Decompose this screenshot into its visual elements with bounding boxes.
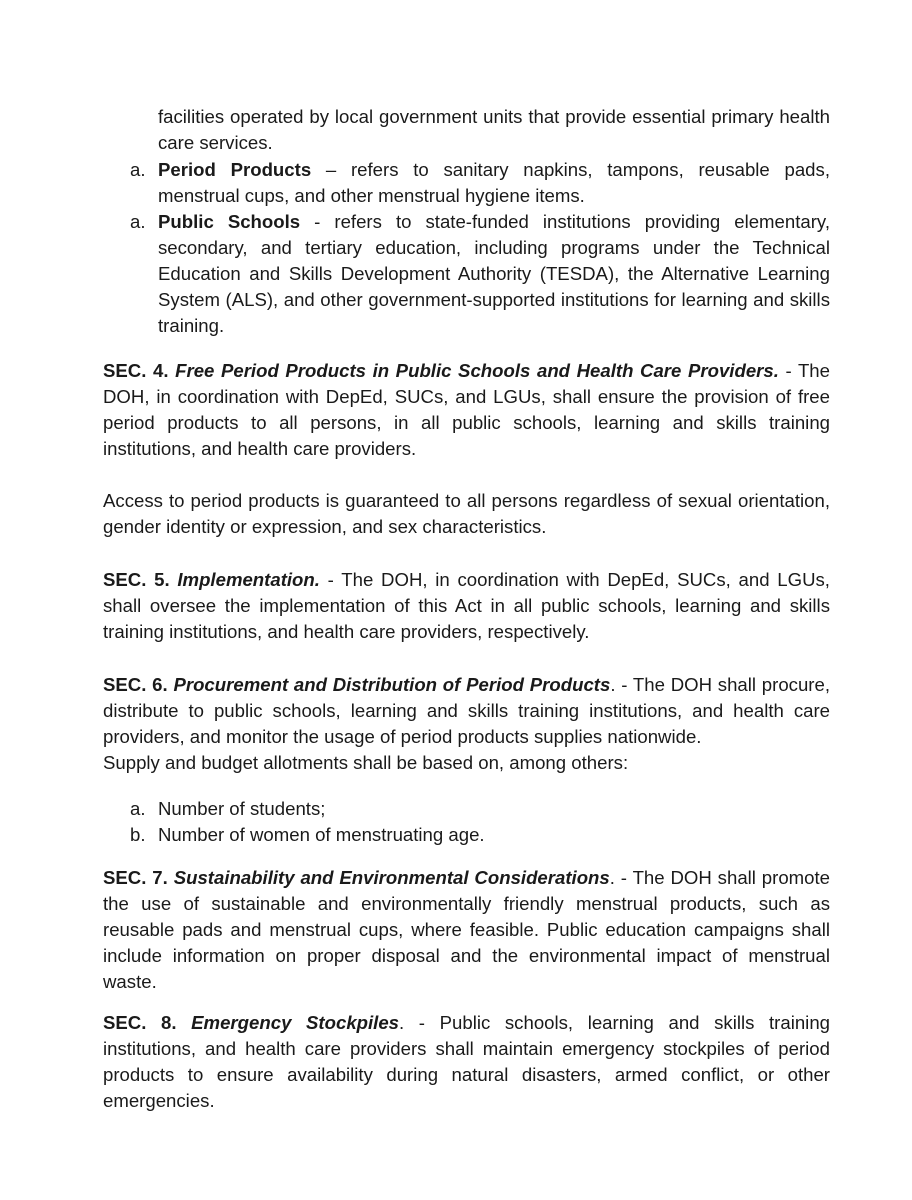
section-body: The DOH, in coordination with DepEd, SUCs, and LGUs, shall oversee the implementation of this Act in all public schools, learning and skills training institutions, and health care providers, respectively. <box>103 569 830 642</box>
definition-item-period-products <box>130 157 830 209</box>
section-number: SEC. 7. <box>103 867 168 888</box>
section-separator: - <box>778 360 798 381</box>
section-body: The DOH shall promote the use of sustainable and environmentally friendly menstrual products, such as reusable pads and menstrual cups, where feasible. Public education campaigns shall include information on proper disposal and the environmental impact of menstrual waste. <box>103 867 831 992</box>
section-body: The DOH shall procure, distribute to public schools, learning and skills training institutions, and health care providers, and monitor the usage of period products supplies nationwide. <box>103 674 830 747</box>
definition-text: refers to sanitary napkins, tampons, reusable pads, menstrual cups, and other menstrual hygiene items. <box>158 159 830 206</box>
section-6-paragraph-2: Supply and budget allotments shall be based on, among others: <box>103 752 629 773</box>
section-body: The DOH, in coordination with DepEd, SUCs, and LGUs, shall ensure the provision of free period products to all persons, in all public schools, learning and skills training institutions, and health care providers. <box>103 360 830 459</box>
section-title: Implementation. <box>177 569 320 590</box>
definition-continuation: facilities operated by local government units that provide essential primary health care services. <box>158 106 830 153</box>
definition-separator: – <box>311 159 351 180</box>
definition-term: Public Schools <box>158 211 301 232</box>
definition-term: Period Products <box>158 159 312 180</box>
section-title: Sustainability and Environmental Considerations <box>173 867 610 888</box>
section-title: Free Period Products in Public Schools and Health Care Providers. <box>175 360 779 381</box>
section-number: SEC. 4. <box>103 360 169 381</box>
definition-item-public-schools <box>130 209 830 339</box>
section-8 <box>103 1010 830 1114</box>
list-marker: a. <box>130 798 146 819</box>
section-4 <box>103 358 830 462</box>
list-marker: a. <box>130 211 146 232</box>
section-body: Public schools, learning and skills training institutions, and health care providers shall maintain emergency stockpiles of period products to ensure availability during natural disasters, armed conflict, or other emergencies. <box>103 1012 830 1111</box>
list-item-text: Number of students; <box>158 798 326 819</box>
section-7 <box>103 865 830 995</box>
definition-separator: - <box>300 211 335 232</box>
section-4-paragraph-2: Access to period products is guaranteed to all persons regardless of sexual orientation, gender identity or expression, and sex characteristics. <box>103 490 830 537</box>
list-item <box>130 822 830 848</box>
section-title: Emergency Stockpiles <box>191 1012 400 1033</box>
section-separator: . - <box>399 1012 440 1033</box>
section-number: SEC. 8. <box>103 1012 177 1033</box>
section-number: SEC. 6. <box>103 674 168 695</box>
section-separator: - <box>319 569 342 590</box>
definition-text: refers to state-funded institutions providing elementary, secondary, and tertiary education, including programs under the Technical Education and Skills Development Authority (TESDA), the Alternative Learning System (ALS), and other government-supported institutions for learning and skills training. <box>158 211 830 336</box>
section-6 <box>103 672 830 750</box>
list-item-text: Number of women of menstruating age. <box>158 824 485 845</box>
section-separator: . - <box>610 674 633 695</box>
list-marker: b. <box>130 824 146 845</box>
list-marker: a. <box>130 159 146 180</box>
list-item <box>130 796 830 822</box>
section-separator: . - <box>609 867 633 888</box>
section-5 <box>103 567 830 645</box>
section-number: SEC. 5. <box>103 569 170 590</box>
section-title: Procurement and Distribution of Period Products <box>173 674 611 695</box>
